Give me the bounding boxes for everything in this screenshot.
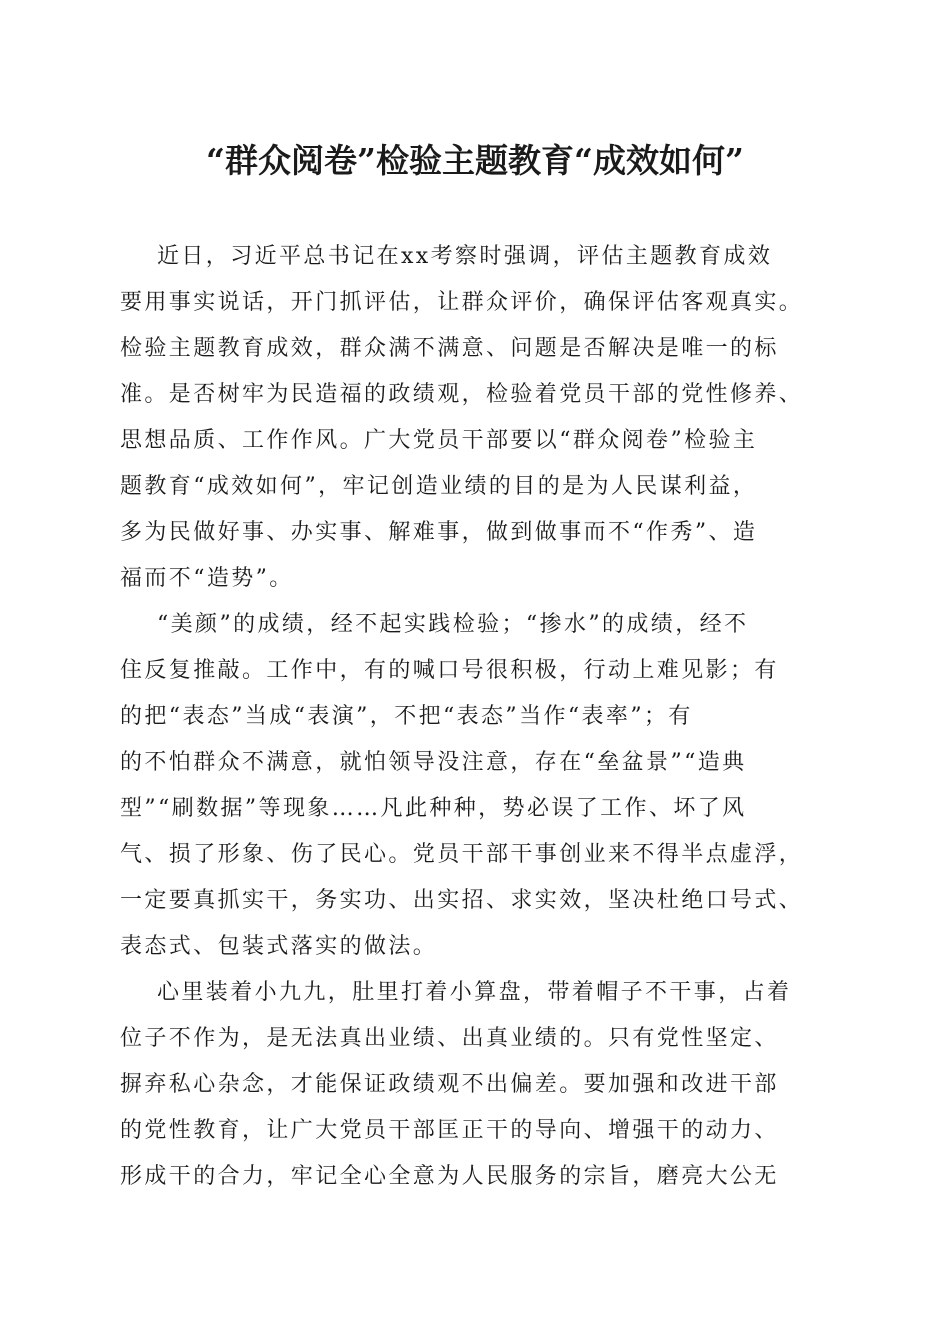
- text-line: 题教育“成效如何”，牢记创造业绩的目的是为人民谋利益，: [120, 474, 758, 499]
- text-line: 的不怕群众不满意，就怕领导没注意，存在“垒盆景”“造典: [120, 750, 747, 775]
- text-line: 的党性教育，让广大党员干部匡正干的导向、增强干的动力、: [120, 1118, 779, 1143]
- text-line: 福而不“造势”。: [120, 566, 294, 591]
- text-line: “美颜”的成绩，经不起实践检验；“掺水”的成绩，经不: [157, 612, 749, 637]
- text-line: 思想品质、工作作风。广大党员干部要以“群众阅卷”检验主: [120, 428, 758, 453]
- text-line: 准。是否树牢为民造福的政绩观，检验着党员干部的党性修养、: [120, 382, 804, 407]
- paragraph: [120, 602, 842, 970]
- document-title: “群众阅卷”检验主题教育“成效如何”: [206, 141, 744, 180]
- text-line: 型”“刷数据”等现象……凡此种种，势必误了工作、坏了风: [120, 796, 747, 821]
- text-line: 形成干的合力，牢记全心全意为人民服务的宗旨，磨亮大公无: [120, 1164, 779, 1189]
- text-line: 检验主题教育成效，群众满不满意、问题是否解决是唯一的标: [120, 336, 779, 361]
- text-line: 气、损了形象、伤了民心。党员干部干事创业来不得半点虚浮，: [120, 842, 804, 867]
- text-line: 表态式、包装式落实的做法。: [120, 934, 438, 959]
- paragraph: [120, 970, 842, 1200]
- text-line: 要用事实说话，开门抓评估，让群众评价，确保评估客观真实。: [120, 290, 804, 315]
- text-line: 的把“表态”当成“表演”，不把“表态”当作“表率”；有: [120, 704, 693, 729]
- paragraph: [120, 234, 842, 602]
- text-line: 心里装着小九九，肚里打着小算盘，带着帽子不干事，占着: [157, 980, 792, 1005]
- text-line: 摒弃私心杂念，才能保证政绩观不出偏差。要加强和改进干部: [120, 1072, 779, 1097]
- text-line: 位子不作为，是无法真出业绩、出真业绩的。只有党性坚定、: [120, 1026, 779, 1051]
- text-line: 近日，习近平总书记在xx考察时强调，评估主题教育成效: [157, 244, 773, 269]
- document-body: [120, 234, 842, 1200]
- text-line: 住反复推敲。工作中，有的喊口号很积极，行动上难见影；有: [120, 658, 779, 683]
- text-line: 一定要真抓实干，务实功、出实招、求实效，坚决杜绝口号式、: [120, 888, 804, 913]
- text-line: 多为民做好事、办实事、解难事，做到做事而不“作秀”、造: [120, 520, 758, 545]
